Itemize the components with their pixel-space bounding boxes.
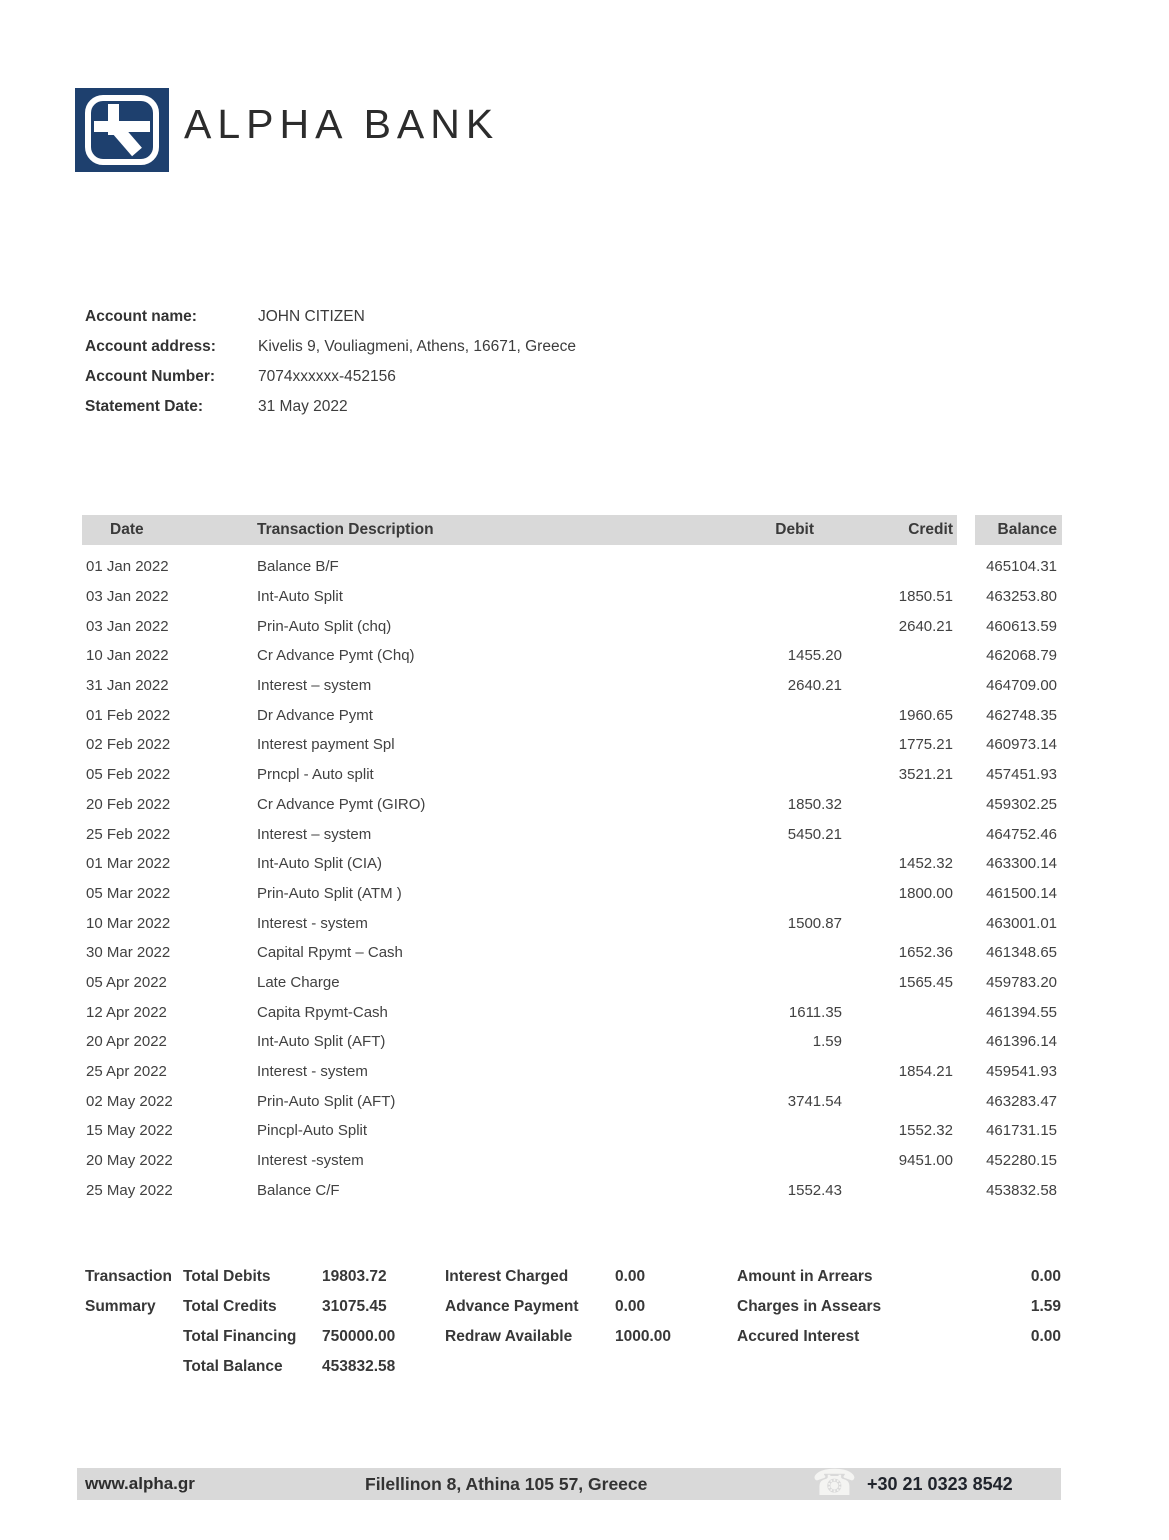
transaction-date: 25 Feb 2022: [86, 825, 171, 843]
transaction-date: 20 Apr 2022: [86, 1033, 167, 1051]
transaction-credit: 2640.21: [898, 617, 953, 635]
transaction-description: Balance B/F: [257, 558, 339, 576]
summary-arrears-column: [737, 1262, 1061, 1352]
transaction-description: Balance C/F: [257, 1181, 340, 1199]
transaction-balance: 463001.01: [986, 914, 1057, 932]
transaction-credit: 1652.36: [898, 944, 953, 962]
summary-row: [737, 1262, 1061, 1292]
transaction-date: 30 Mar 2022: [86, 944, 171, 962]
transaction-debit: 1455.20: [787, 647, 842, 665]
summary-value: 19803.72: [322, 1268, 387, 1285]
telephone-icon: ☎: [812, 1462, 857, 1503]
table-row: [82, 849, 1062, 879]
transaction-description: Interest – system: [257, 677, 372, 695]
summary-row: [445, 1262, 671, 1292]
transaction-date: 12 Apr 2022: [86, 1003, 167, 1021]
account-info-value: 7074xxxxxx-452156: [258, 368, 396, 385]
footer-phone-number: +30 21 0323 8542: [867, 1474, 1013, 1494]
table-row: [82, 582, 1062, 612]
transaction-date: 05 Feb 2022: [86, 766, 171, 784]
transaction-description: Int-Auto Split (CIA): [257, 855, 383, 873]
transaction-date: 05 Apr 2022: [86, 973, 167, 991]
transaction-description: Interest - system: [257, 914, 368, 932]
transaction-description: Interest – system: [257, 825, 372, 843]
table-row: [82, 790, 1062, 820]
transaction-date: 20 Feb 2022: [86, 795, 171, 813]
header-cell-divider: [957, 515, 975, 545]
account-info-row: [85, 362, 576, 392]
summary-value: 0.00: [615, 1298, 646, 1315]
table-body: [82, 552, 1062, 1205]
table-row: [82, 641, 1062, 671]
summary-value: 0.00: [1030, 1328, 1061, 1345]
summary-row: [183, 1352, 395, 1382]
summary-row: [183, 1292, 395, 1322]
account-info-value: JOHN CITIZEN: [258, 308, 365, 325]
transaction-description: Capita Rpymt-Cash: [257, 1003, 388, 1021]
transaction-date: 02 May 2022: [86, 1092, 173, 1110]
transaction-debit: 1.59: [812, 1033, 842, 1051]
summary-row: [737, 1322, 1061, 1352]
transaction-balance: 461731.15: [986, 1122, 1057, 1140]
transaction-date: 01 Feb 2022: [86, 706, 171, 724]
table-row: [82, 760, 1062, 790]
summary-label: Total Balance: [183, 1358, 283, 1375]
table-row: [82, 819, 1062, 849]
transaction-credit: 1800.00: [898, 884, 953, 902]
transaction-date: 01 Mar 2022: [86, 855, 171, 873]
transaction-description: Late Charge: [257, 973, 340, 991]
summary-label: Interest Charged: [445, 1268, 569, 1285]
summary-interest-column: [445, 1262, 671, 1352]
transaction-balance: 459302.25: [986, 795, 1057, 813]
transaction-description: Interest payment Spl: [257, 736, 395, 754]
transaction-date: 31 Jan 2022: [86, 677, 169, 695]
transaction-credit: 9451.00: [898, 1152, 953, 1170]
transaction-debit: 3741.54: [787, 1092, 842, 1110]
transaction-description: Prin-Auto Split (AFT): [257, 1092, 396, 1110]
transaction-description: Int-Auto Split: [257, 588, 343, 606]
transaction-balance: 463253.80: [986, 588, 1057, 606]
summary-totals-column: [183, 1262, 395, 1382]
transaction-description: Dr Advance Pymt: [257, 706, 373, 724]
transaction-balance: 461396.14: [986, 1033, 1057, 1051]
transaction-balance: 460973.14: [986, 736, 1057, 754]
header-balance: Balance: [997, 521, 1057, 538]
transaction-balance: 457451.93: [986, 766, 1057, 784]
transaction-date: 10 Mar 2022: [86, 914, 171, 932]
transaction-description: Capital Rpymt – Cash: [257, 944, 403, 962]
transaction-debit: 1611.35: [788, 1003, 842, 1021]
transaction-date: 15 May 2022: [86, 1122, 173, 1140]
account-info-label: Account address:: [85, 338, 216, 355]
account-info-value: Kivelis 9, Vouliagmeni, Athens, 16671, Greece: [258, 338, 576, 355]
account-info-row: [85, 302, 576, 332]
header-description: Transaction Description: [257, 521, 434, 538]
transactions-table: [82, 515, 1062, 1205]
transaction-balance: 463283.47: [986, 1092, 1057, 1110]
summary-value: 1000.00: [615, 1328, 672, 1345]
table-row: [82, 730, 1062, 760]
summary-label: Accured Interest: [737, 1328, 860, 1345]
transaction-debit: 5450.21: [787, 825, 842, 843]
table-row: [82, 1116, 1062, 1146]
transaction-balance: 460613.59: [986, 617, 1057, 635]
transaction-debit: 1850.32: [787, 795, 842, 813]
table-row: [82, 1175, 1062, 1205]
account-info-label: Account name:: [85, 308, 197, 325]
summary-title: [85, 1262, 172, 1322]
transaction-date: 05 Mar 2022: [86, 884, 171, 902]
transaction-debit: 1500.87: [787, 914, 842, 932]
transaction-credit: 1775.21: [898, 736, 953, 754]
transaction-credit: 1565.45: [898, 973, 953, 991]
transaction-description: Cr Advance Pymt (Chq): [257, 647, 415, 665]
summary-row: [445, 1322, 671, 1352]
header-debit: Debit: [775, 521, 814, 538]
summary-value: 31075.45: [322, 1298, 387, 1315]
table-row: [82, 1057, 1062, 1087]
table-row: [82, 1027, 1062, 1057]
footer-bar: [77, 1462, 1061, 1503]
transaction-date: 10 Jan 2022: [86, 647, 169, 665]
summary-label: Total Credits: [183, 1298, 277, 1315]
alpha-bank-logo: [75, 88, 169, 177]
transaction-debit: 1552.43: [787, 1181, 842, 1199]
summary-value: 750000.00: [322, 1328, 396, 1345]
summary-row: [183, 1322, 395, 1352]
transaction-balance: 462068.79: [986, 647, 1057, 665]
transaction-date: 25 Apr 2022: [86, 1063, 167, 1081]
transaction-description: Pincpl-Auto Split: [257, 1122, 368, 1140]
table-row: [82, 997, 1062, 1027]
transaction-balance: 464752.46: [986, 825, 1057, 843]
transaction-credit: 1850.51: [898, 588, 953, 606]
table-row: [82, 938, 1062, 968]
summary-title-line2: Summary: [85, 1298, 156, 1315]
transaction-credit: 1452.32: [898, 855, 953, 873]
summary-value: 0.00: [1030, 1268, 1061, 1285]
transaction-balance: 463300.14: [986, 855, 1057, 873]
transaction-date: 03 Jan 2022: [86, 617, 169, 635]
alpha-bank-logo-icon: [75, 88, 169, 172]
header-credit: Credit: [908, 521, 953, 538]
summary-label: Redraw Available: [445, 1328, 573, 1345]
transaction-date: 02 Feb 2022: [86, 736, 171, 754]
footer-website: www.alpha.gr: [85, 1474, 195, 1493]
header-date: Date: [110, 521, 144, 538]
table-row: [82, 700, 1062, 730]
transaction-balance: 462748.35: [986, 706, 1057, 724]
table-row: [82, 1146, 1062, 1176]
transaction-description: Cr Advance Pymt (GIRO): [257, 795, 426, 813]
table-row: [82, 671, 1062, 701]
transaction-balance: 461500.14: [986, 884, 1057, 902]
table-row: [82, 611, 1062, 641]
transaction-credit: 1960.65: [898, 706, 953, 724]
transaction-description: Prncpl - Auto split: [257, 766, 374, 784]
account-info-row: [85, 392, 576, 422]
summary-label: Total Financing: [183, 1328, 297, 1345]
transaction-date: 25 May 2022: [86, 1181, 173, 1199]
account-info-value: 31 May 2022: [258, 398, 348, 415]
transaction-description: Interest -system: [257, 1152, 364, 1170]
transaction-description: Interest - system: [257, 1063, 368, 1081]
account-info-row: [85, 332, 576, 362]
transaction-credit: 3521.21: [898, 766, 953, 784]
table-row: [82, 908, 1062, 938]
table-row: [82, 879, 1062, 909]
transaction-balance: 461394.55: [986, 1003, 1057, 1021]
footer-address: Filellinon 8, Athina 105 57, Greece: [365, 1474, 648, 1494]
transaction-date: 01 Jan 2022: [86, 558, 169, 576]
summary-label: Advance Payment: [445, 1298, 579, 1315]
transaction-description: Prin-Auto Split (chq): [257, 617, 392, 635]
summary-label: Charges in Assears: [737, 1298, 882, 1315]
transaction-credit: 1854.21: [898, 1063, 953, 1081]
transaction-balance: 464709.00: [986, 677, 1057, 695]
transaction-balance: 453832.58: [986, 1181, 1057, 1199]
transaction-debit: 2640.21: [787, 677, 842, 695]
transaction-credit: 1552.32: [898, 1122, 953, 1140]
transaction-balance: 465104.31: [986, 558, 1057, 576]
table-header-row: [82, 515, 1062, 545]
table-row: [82, 968, 1062, 998]
summary-value: 453832.58: [322, 1358, 396, 1375]
transaction-date: 20 May 2022: [86, 1152, 173, 1170]
transaction-balance: 461348.65: [986, 944, 1057, 962]
transaction-description: Prin-Auto Split (ATM ): [257, 884, 402, 902]
table-row: [82, 552, 1062, 582]
summary-label: Total Debits: [183, 1268, 271, 1285]
transaction-balance: 459783.20: [986, 973, 1057, 991]
summary-row: [445, 1292, 671, 1322]
transaction-date: 03 Jan 2022: [86, 588, 169, 606]
summary-row: [183, 1262, 395, 1292]
transaction-balance: 452280.15: [986, 1152, 1057, 1170]
summary-label: Amount in Arrears: [737, 1268, 873, 1285]
summary-value: 1.59: [1030, 1298, 1061, 1315]
summary-value: 0.00: [615, 1268, 646, 1285]
transaction-description: Int-Auto Split (AFT): [257, 1033, 386, 1051]
table-row: [82, 1086, 1062, 1116]
brand-name: ALPHA BANK: [184, 101, 500, 147]
account-info-label: Account Number:: [85, 368, 216, 385]
summary-title-line1: Transaction: [85, 1268, 172, 1285]
summary-row: [737, 1292, 1061, 1322]
account-info: [85, 302, 576, 422]
account-info-label: Statement Date:: [85, 398, 203, 415]
transaction-balance: 459541.93: [986, 1063, 1057, 1081]
